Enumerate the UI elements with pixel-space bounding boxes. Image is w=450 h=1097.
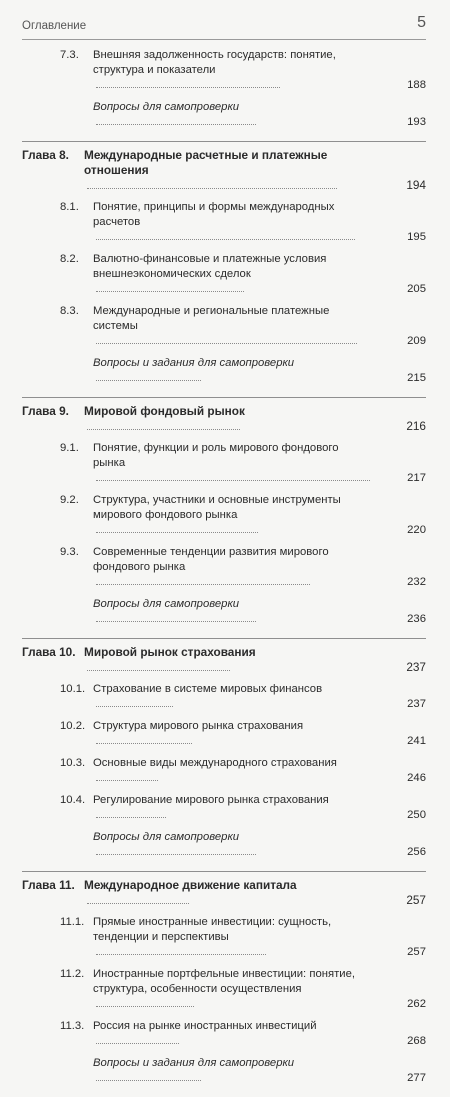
dot-leader <box>96 1042 179 1044</box>
dot-leader <box>96 290 244 292</box>
table-of-contents <box>0 44 450 1097</box>
dot-leader <box>96 742 192 744</box>
entry-title <box>93 356 390 386</box>
page-number: 5 <box>417 14 426 31</box>
dot-leader <box>96 1079 201 1081</box>
entry-page-number: 262 <box>407 998 426 1010</box>
questions-entry[interactable] <box>22 356 426 386</box>
section-entry[interactable] <box>22 545 426 590</box>
entry-page-number: 236 <box>407 613 426 625</box>
entry-page-number: 209 <box>407 335 426 347</box>
entry-number: 10.2. <box>60 720 86 732</box>
entry-number: 8.2. <box>60 253 79 265</box>
entry-page-number: 268 <box>407 1035 426 1047</box>
section-entry[interactable] <box>22 441 426 486</box>
entry-page-number: 257 <box>406 893 426 907</box>
entry-title <box>93 1056 390 1086</box>
entry-page-number: 220 <box>407 524 426 536</box>
entry-title <box>93 252 390 297</box>
entry-title-line: Международное движение капитала <box>84 878 297 892</box>
section-entry[interactable] <box>22 252 426 297</box>
entry-page-number: 193 <box>407 116 426 128</box>
entry-number: 10.1. <box>60 683 86 695</box>
header-rule <box>22 39 426 40</box>
entry-page-number: 256 <box>407 846 426 858</box>
section-entry[interactable] <box>22 304 426 349</box>
entry-title <box>93 756 390 786</box>
section-entry[interactable] <box>22 493 426 538</box>
entry-title-line: отношения <box>84 163 149 177</box>
entry-title-line: Современные тенденции развития мирового <box>93 546 329 558</box>
entry-title-line: структура и показатели <box>93 64 216 76</box>
entry-page-number: 257 <box>407 946 426 958</box>
entry-title <box>84 404 390 434</box>
entry-title-line: Регулирование мирового рынка страхования <box>93 794 329 806</box>
entry-title <box>93 682 390 712</box>
entry-title-line: Вопросы для самопроверки <box>93 101 240 113</box>
entry-number: 9.1. <box>60 442 79 454</box>
dot-leader <box>96 779 158 781</box>
chapter-entry[interactable] <box>22 148 426 193</box>
toc-section <box>22 638 426 871</box>
entry-title-line: Вопросы для самопроверки <box>93 598 240 610</box>
entry-title-line: Прямые иностранные инвестиции: сущность, <box>93 916 332 928</box>
entry-page-number: 217 <box>407 472 426 484</box>
entry-title-line: Валютно-финансовые и платежные условия <box>93 253 327 265</box>
entry-title-line: Структура мирового рынка страхования <box>93 720 304 732</box>
dot-leader <box>87 187 337 189</box>
entry-page-number: 216 <box>406 419 426 433</box>
questions-entry[interactable] <box>22 1056 426 1086</box>
entry-number: Глава 11. <box>22 878 75 892</box>
entry-page-number: 277 <box>407 1072 426 1084</box>
dot-leader <box>96 123 256 125</box>
dot-leader <box>87 669 230 671</box>
dot-leader <box>96 531 258 533</box>
toc-section <box>22 397 426 638</box>
entry-page-number: 250 <box>407 809 426 821</box>
entry-title-line: Международные и региональные платежные <box>93 305 330 317</box>
entry-title-line: Страхование в системе мировых финансов <box>93 683 323 695</box>
entry-title <box>93 793 390 823</box>
entry-title-line: структура, особенности осуществления <box>93 983 302 995</box>
entry-number: Глава 10. <box>22 645 76 659</box>
entry-title <box>93 304 390 349</box>
entry-title-line: системы <box>93 320 138 332</box>
dot-leader <box>87 902 189 904</box>
entry-title <box>93 967 390 1012</box>
section-entry[interactable] <box>22 1019 426 1049</box>
entry-number: 9.3. <box>60 546 79 558</box>
entry-page-number: 232 <box>407 576 426 588</box>
entry-page-number: 195 <box>407 231 426 243</box>
entry-title <box>93 441 390 486</box>
entry-page-number: 241 <box>407 735 426 747</box>
entry-title-line: фондового рынка <box>93 561 186 573</box>
running-header <box>22 14 426 36</box>
questions-entry[interactable] <box>22 597 426 627</box>
dot-leader <box>96 342 357 344</box>
entry-title-line: Вопросы для самопроверки <box>93 831 240 843</box>
section-entry[interactable] <box>22 48 426 93</box>
entry-title <box>93 597 390 627</box>
entry-title <box>84 878 390 908</box>
entry-number: 11.1. <box>60 916 85 928</box>
dot-leader <box>96 479 370 481</box>
entry-title <box>84 148 390 193</box>
questions-entry[interactable] <box>22 830 426 860</box>
entry-title-line: тенденции и перспективы <box>93 931 229 943</box>
entry-number: Глава 8. <box>22 148 69 162</box>
entry-number: 9.2. <box>60 494 79 506</box>
entry-title-line: Мировой фондовый рынок <box>84 404 245 418</box>
dot-leader <box>96 620 256 622</box>
entry-page-number: 188 <box>407 79 426 91</box>
entry-title <box>93 200 390 245</box>
dot-leader <box>96 1005 194 1007</box>
toc-section <box>22 871 426 1097</box>
entry-title-line: Россия на рынке иностранных инвестиций <box>93 1020 317 1032</box>
entry-title <box>93 915 390 960</box>
chapter-entry[interactable] <box>22 404 426 434</box>
section-entry[interactable] <box>22 200 426 245</box>
entry-title <box>93 830 390 860</box>
entry-number: 10.4. <box>60 794 86 806</box>
entry-title-line: Международные расчетные и платежные <box>84 148 328 162</box>
chapter-entry[interactable] <box>22 645 426 675</box>
entry-title-line: Внешняя задолженность государств: понятие, <box>93 49 336 61</box>
dot-leader <box>96 853 256 855</box>
entry-title-line: Иностранные портфельные инвестиции: понятие, <box>93 968 355 980</box>
entry-page-number: 194 <box>406 178 426 192</box>
section-entry[interactable] <box>22 756 426 786</box>
dot-leader <box>87 428 240 430</box>
dot-leader <box>96 816 166 818</box>
entry-page-number: 237 <box>407 698 426 710</box>
section-entry[interactable] <box>22 719 426 749</box>
section-entry[interactable] <box>22 793 426 823</box>
entry-title <box>93 493 390 538</box>
entry-number: 10.3. <box>60 757 86 769</box>
dot-leader <box>96 86 280 88</box>
entry-title-line: Основные виды международного страхования <box>93 757 337 769</box>
questions-entry[interactable] <box>22 100 426 130</box>
entry-page-number: 237 <box>406 660 426 674</box>
running-header-title: Оглавление <box>22 20 87 32</box>
entry-title-line: Понятие, принципы и формы международных <box>93 201 335 213</box>
entry-title-line: Структура, участники и основные инструменты <box>93 494 341 506</box>
entry-title-line: рынка <box>93 457 126 469</box>
dot-leader <box>96 583 310 585</box>
toc-section <box>22 141 426 397</box>
entry-title <box>93 545 390 590</box>
section-entry[interactable] <box>22 915 426 960</box>
section-entry[interactable] <box>22 682 426 712</box>
dot-leader <box>96 379 201 381</box>
entry-title <box>93 100 390 130</box>
entry-title-line: мирового фондового рынка <box>93 509 238 521</box>
dot-leader <box>96 238 355 240</box>
chapter-entry[interactable] <box>22 878 426 908</box>
entry-number: Глава 9. <box>22 404 69 418</box>
entry-number: 8.3. <box>60 305 79 317</box>
entry-title <box>93 719 390 749</box>
entry-title-line: Понятие, функции и роль мирового фондового <box>93 442 339 454</box>
entry-title-line: Вопросы и задания для самопроверки <box>93 1057 295 1069</box>
entry-title-line: внешнеэкономических сделок <box>93 268 251 280</box>
entry-number: 11.3. <box>60 1020 85 1032</box>
entry-title <box>93 48 390 93</box>
entry-title-line: расчетов <box>93 216 141 228</box>
dot-leader <box>96 953 266 955</box>
entry-title <box>84 645 390 675</box>
entry-page-number: 215 <box>407 372 426 384</box>
entry-number: 11.2. <box>60 968 85 980</box>
entry-number: 7.3. <box>60 49 79 61</box>
entry-title-line: Вопросы и задания для самопроверки <box>93 357 295 369</box>
entry-page-number: 205 <box>407 283 426 295</box>
entry-title <box>93 1019 390 1049</box>
toc-section <box>22 44 426 141</box>
dot-leader <box>96 705 173 707</box>
entry-number: 8.1. <box>60 201 79 213</box>
section-entry[interactable] <box>22 967 426 1012</box>
entry-title-line: Мировой рынок страхования <box>84 645 256 659</box>
entry-page-number: 246 <box>407 772 426 784</box>
